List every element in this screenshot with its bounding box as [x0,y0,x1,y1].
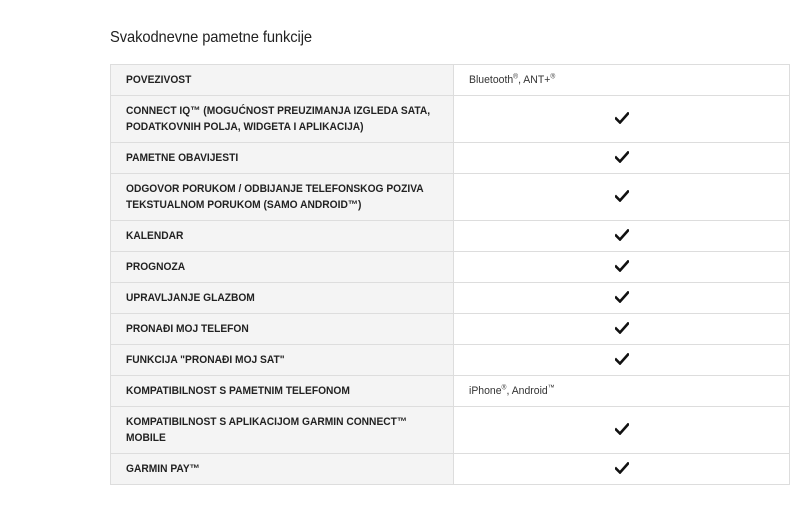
checkmark-icon [615,229,629,241]
table-row [111,96,790,143]
checkmark-icon [615,151,629,163]
feature-value-text: Bluetooth®, ANT+® [469,73,556,86]
feature-value-cell [454,454,790,485]
feature-label-cell [111,174,454,221]
checkmark-icon [615,322,629,334]
feature-label: POVEZIVOST [126,74,192,86]
feature-value-cell [454,376,790,407]
checkmark-icon [615,190,629,202]
table-row [111,65,790,96]
table-row [111,314,790,345]
feature-label: PAMETNE OBAVIJESTI [126,152,239,164]
table-row [111,283,790,314]
feature-label: PROGNOZA [126,261,186,273]
feature-label: MOBILE [126,432,166,444]
specs-table-body [111,65,790,485]
feature-value-cell [454,345,790,376]
feature-value-cell [454,96,790,143]
checkmark-icon [615,423,629,435]
checkmark-icon [615,291,629,303]
feature-label-cell [111,252,454,283]
feature-value-cell [454,174,790,221]
checkmark-icon [615,112,629,124]
feature-label-cell [111,283,454,314]
table-row [111,345,790,376]
table-row [111,174,790,221]
feature-label-cell [111,407,454,454]
feature-value-cell [454,314,790,345]
feature-value-cell [454,143,790,174]
feature-label: ODGOVOR PORUKOM / ODBIJANJE TELEFONSKOG POZIVA [126,183,424,195]
table-row [111,143,790,174]
specs-table [110,64,790,485]
feature-label-cell [111,454,454,485]
feature-label: PRONAĐI MOJ TELEFON [126,323,249,335]
feature-label-cell [111,221,454,252]
feature-label: TEKSTUALNOM PORUKOM (SAMO ANDROID™) [126,199,362,211]
feature-label: UPRAVLJANJE GLAZBOM [126,292,255,304]
feature-label-cell [111,65,454,96]
checkmark-icon [615,462,629,474]
feature-label: KOMPATIBILNOST S APLIKACIJOM GARMIN CONNECT™ [126,416,408,428]
feature-value-cell [454,65,790,96]
table-row [111,454,790,485]
feature-label: KALENDAR [126,230,184,242]
table-row [111,407,790,454]
feature-label: KOMPATIBILNOST S PAMETNIM TELEFONOM [126,385,350,397]
feature-label-cell [111,314,454,345]
table-row [111,376,790,407]
feature-label-cell [111,376,454,407]
checkmark-icon [615,353,629,365]
feature-value-cell [454,221,790,252]
table-row [111,252,790,283]
feature-label: CONNECT IQ™ (MOGUĆNOST PREUZIMANJA IZGLEDA SATA, [126,105,431,117]
feature-label: FUNKCIJA "PRONAĐI MOJ SAT" [126,354,285,366]
feature-label: GARMIN PAY™ [126,463,200,475]
feature-label-cell [111,143,454,174]
section-title: Svakodnevne pametne funkcije [110,29,313,46]
feature-value-cell [454,283,790,314]
checkmark-icon [615,260,629,272]
feature-label-cell [111,345,454,376]
table-row [111,221,790,252]
feature-value-cell [454,407,790,454]
feature-value-cell [454,252,790,283]
feature-label-cell [111,96,454,143]
feature-value-text: iPhone®, Android™ [469,384,555,397]
feature-label: PODATKOVNIH POLJA, WIDGETA I APLIKACIJA) [126,121,364,133]
